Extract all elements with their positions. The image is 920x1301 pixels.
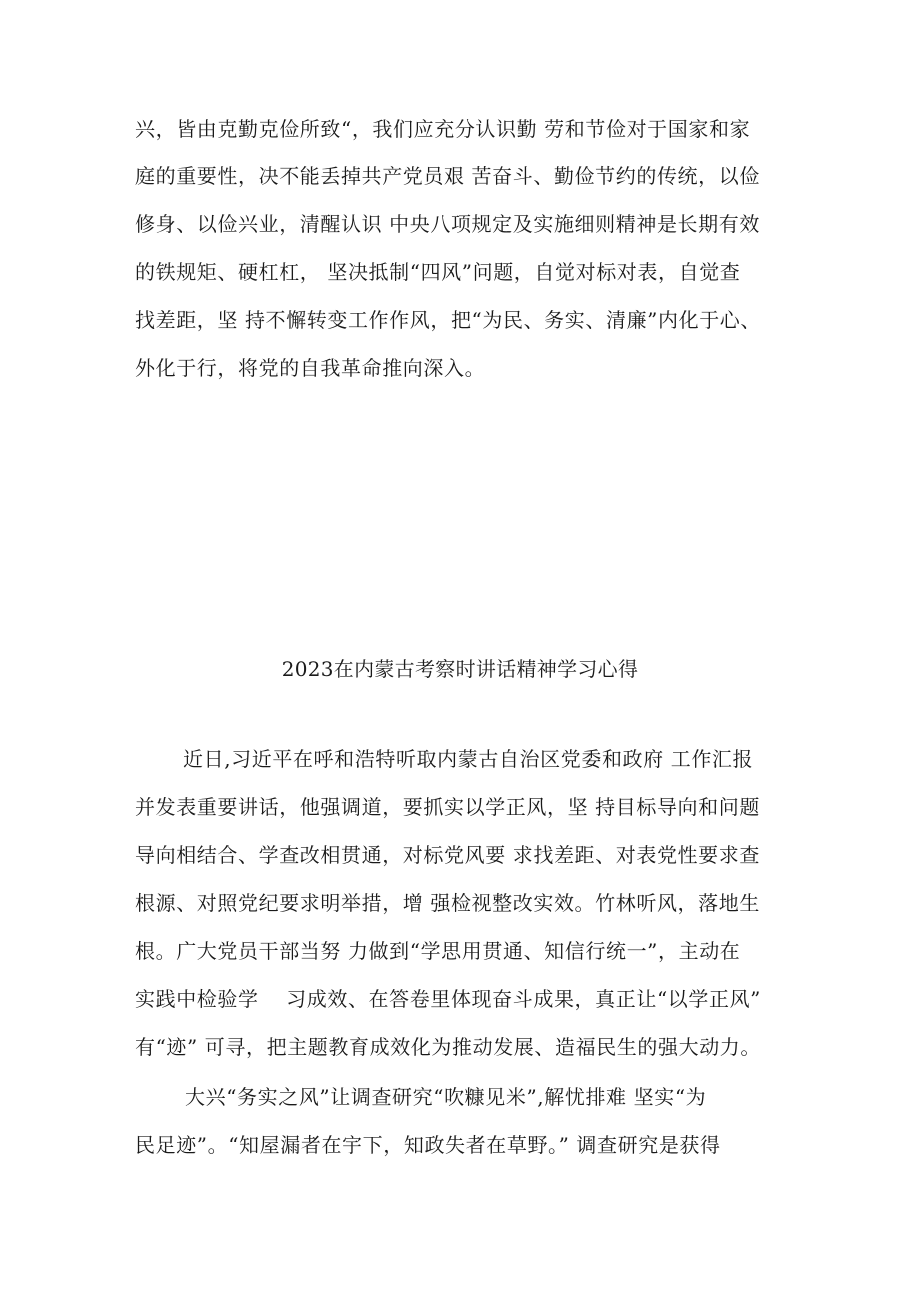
paragraph-line: 兴，皆由克勤克俭所致“，我们应充分认识勤 劳和节俭对于国家和家: [135, 117, 751, 141]
paragraph-line: 根。广大党员干部当努 力做到“学思用贯通、知信行统一”，主动在: [135, 939, 741, 963]
paragraph-line: 有“迹” 可寻，把主题教育成效化为推动发展、造福民生的强大动力。: [135, 1035, 762, 1059]
paragraph-line: 的铁规矩、硬杠杠， 坚决抵制“四风”问题，自觉对标对表，自觉查: [135, 260, 741, 284]
paragraph-line: 民足迹”。“知屋漏者在宇下，知政失者在草野。” 调查研究是获得: [135, 1133, 721, 1157]
paragraph-line: 实践中检验学 习成效、在答卷里体现奋斗成果，真正让“以学正风”: [135, 987, 762, 1011]
paragraph-line: 外化于行，将党的自我革命推向深入。: [135, 356, 486, 380]
paragraph-line: 并发表重要讲话，他强调道，要抓实以学正风，坚 持目标导向和问题: [135, 795, 760, 819]
paragraph-line: 找差距，坚 持不懈转变工作作风，把“为民、务实、清廉”内化于心、: [135, 308, 762, 332]
paragraph-line: 庭的重要性，决不能丢掉共产党员艰 苦奋斗、勤俭节约的传统，以俭: [135, 164, 760, 188]
paragraph-line: 导向相结合、学查改相贯通，对标党风要 求找差距、对表党性要求查: [135, 843, 760, 867]
paragraph-line: 根源、对照党纪要求明举措，增 强检视整改实效。竹林听风，落地生: [135, 891, 760, 915]
paragraph-line: 修身、以俭兴业，清醒认识 中央八项规定及实施细则精神是长期有效: [135, 212, 760, 236]
article-title: 2023在内蒙古考察时讲话精神学习心得: [281, 657, 639, 681]
paragraph-line: 近日,习近平在呼和浩特听取内蒙古自治区党委和政府 工作汇报: [183, 747, 754, 771]
paragraph-line: 大兴“务实之风”让调查研究“吹糠见米”,解忧排难 坚实“为: [185, 1085, 707, 1109]
